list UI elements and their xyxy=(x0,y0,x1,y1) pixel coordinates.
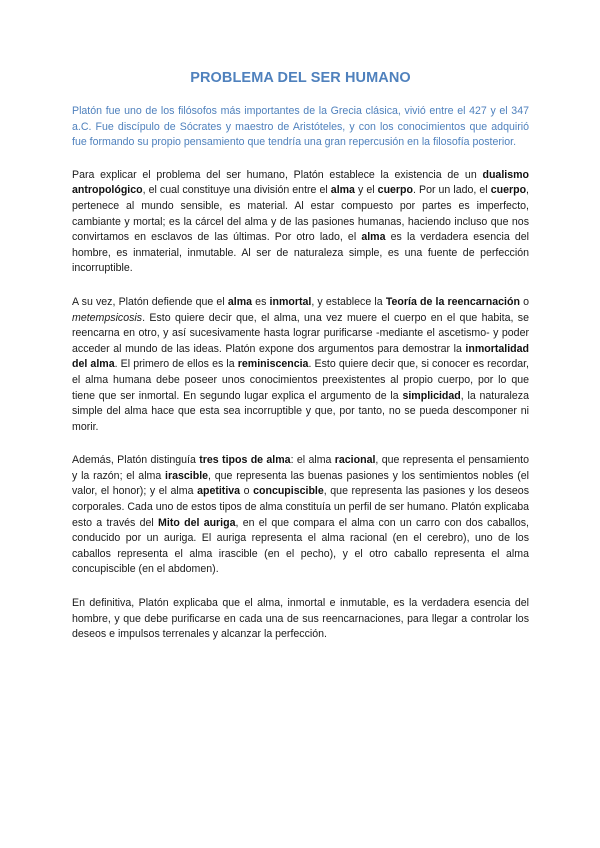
italic-term: metempsicosis xyxy=(72,311,143,324)
text-run: . Esto quiere decir que, el alma, una vez muere el cuerpo en el que habita, se reencarna en otro, y así sucesivamente hasta lograr purificarse -mediante el ascetismo- y poder acceder al mundo de las ideas. Platón expone dos argumentos para demostrar la xyxy=(72,311,529,355)
bold-term: reminiscencia xyxy=(237,358,309,371)
text-run: o xyxy=(240,485,254,498)
text-run: . Por un lado, el xyxy=(413,184,491,197)
text-run: , y establece la xyxy=(311,295,386,308)
text-run: es la verdadera esencia del hombre, es inmaterial, inmutable. Al ser de naturaleza simple, es una fuente de perfección incorruptible. xyxy=(72,231,529,275)
bold-term: Mito del auriga xyxy=(158,516,236,529)
text-run: Para explicar el problema del ser humano, Platón establece la existencia de un xyxy=(72,168,483,181)
text-run: , en el que compara el alma con un carro con dos caballos, conducido por un auriga. El auriga representa el alma racional (en el cerebro), uno de los caballos representa el alma irascible (en el pecho), y el otro caballo representa el alma concupiscible (en el abdomen). xyxy=(72,516,529,576)
text-run: y el xyxy=(354,184,378,197)
text-run: , el cual constituye una división entre el xyxy=(142,184,331,197)
text-run: , la naturaleza simple del alma hace que esta sea incorruptible y que, por tanto, no se pueda descomponer ni morir. xyxy=(72,389,529,433)
text-run: , que representa las pasiones y los deseos corporales. Cada uno de estos tipos de alma constituía un perfil de ser humano. Platón explicaba esto a través del xyxy=(72,485,529,529)
bold-term: apetitiva xyxy=(197,485,241,498)
text-run: , pertenece al mundo sensible, es material. Al estar compuesto por partes es imperfecto, cambiante y mortal; es la cárcel del alma y de las pasiones humanas, haciendo incluso que nos convirtamos en esclavos de las últimas. Por otro lado, el xyxy=(72,184,529,244)
bold-term: racional xyxy=(334,454,376,467)
paragraph-soul-types xyxy=(72,453,529,578)
bold-term: simplicidad xyxy=(402,389,461,402)
bold-term: concupiscible xyxy=(253,485,324,498)
text-run: es xyxy=(252,295,270,308)
bold-term: alma xyxy=(330,184,355,197)
bold-term: tres tipos de alma xyxy=(199,454,291,467)
bold-term: inmortalidad del alma xyxy=(72,342,529,371)
bold-term: cuerpo xyxy=(490,184,527,197)
bold-term: irascible xyxy=(165,469,209,482)
text-run: . El primero de ellos es la xyxy=(114,358,238,371)
bold-term: alma xyxy=(361,231,386,244)
bold-term: dualismo antropológico xyxy=(72,168,529,197)
bold-term: inmortal xyxy=(269,295,312,308)
text-run: , que representa el pensamiento y la razón; el alma xyxy=(72,454,530,482)
intro-paragraph: Platón fue uno de los filósofos más importantes de la Grecia clásica, vivió entre el 427 y el 347 a.C. Fue discípulo de Sócrates y maestro de Aristóteles, y con los conocimientos que adquirió fue formando su propio pensamiento que tendría una gran repercusión en la filosofía posterior. xyxy=(72,105,529,149)
bold-term: cuerpo xyxy=(377,184,413,197)
text-run: : el alma xyxy=(290,454,335,467)
paragraph-immortality xyxy=(72,295,529,435)
document-title: PROBLEMA DEL SER HUMANO xyxy=(190,70,411,86)
bold-term: alma xyxy=(227,295,253,308)
text-run: o xyxy=(519,295,530,308)
paragraph-dualism xyxy=(72,168,529,277)
text-run: A su vez, Platón defiende que el xyxy=(72,295,228,308)
text-run: . Esto quiere decir que, si conocer es recordar, el alma humana debe poseer unos conocimientos preexistentes al propio cuerpo, por lo que tiene que ser inmortal. En segundo lugar explica el argumento de la xyxy=(72,358,529,402)
text-run: Además, Platón distinguía xyxy=(72,454,200,467)
bold-term: Teoría de la reencarnación xyxy=(385,295,520,308)
paragraph-conclusion: En definitiva, Platón explicaba que el alma, inmortal e inmutable, es la verdadera esencia del hombre, y que debe purificarse en cada una de sus reencarnaciones, para llegar a controlar los deseos e impulsos terrenales y alcanzar la perfección. xyxy=(72,597,529,641)
text-run: , que representa las buenas pasiones y los sentimientos nobles (el valor, el honor); y el alma xyxy=(72,469,529,498)
